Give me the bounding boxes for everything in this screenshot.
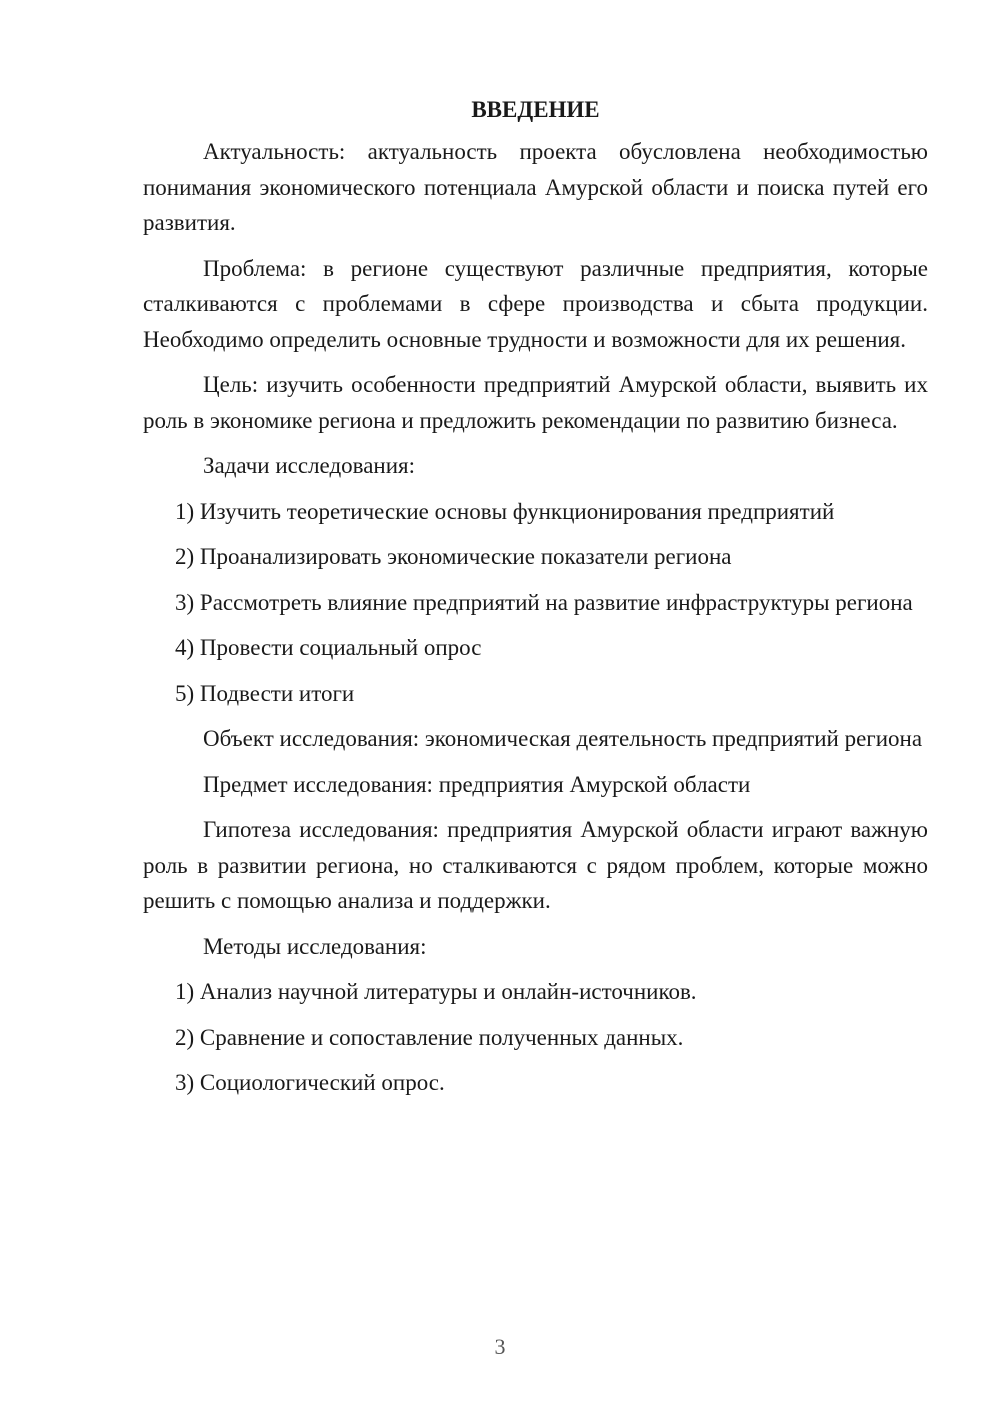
task-item: 1) Изучить теоретические основы функционирования предприятий — [175, 498, 835, 524]
task-item: 5) Подвести итоги — [175, 680, 355, 706]
subject-paragraph: Предмет исследования: предприятия Амурской области — [203, 771, 751, 797]
method-item: 1) Анализ научной литературы и онлайн-источников. — [175, 979, 697, 1004]
hypothesis-paragraph: Гипотеза исследования: предприятия Амурской области играют важную роль в развитии региона, но сталкиваются с рядом проблем, которые можно решить с помощью анализа и поддержки. — [143, 817, 928, 913]
document-page — [143, 92, 928, 1111]
document-title: ВВЕДЕНИЕ — [471, 97, 600, 122]
task-item: 2) Проанализировать экономические показатели региона — [175, 544, 732, 569]
task-item: 4) Провести социальный опрос — [175, 635, 482, 660]
object-paragraph: Объект исследования: экономическая деятельность предприятий региона — [203, 726, 923, 751]
relevance-paragraph: Актуальность: актуальность проекта обусловлена необходимостью понимания экономического потенциала Амурской области и поиска путей его развития. — [143, 139, 928, 235]
methods-heading: Методы исследования: — [203, 933, 427, 959]
problem-paragraph: Проблема: в регионе существуют различные предприятия, которые сталкиваются с проблемами в сфере производства и сбыта продукции. Необходимо определить основные трудности и возможности для их решения. — [143, 255, 928, 352]
task-item: 3) Рассмотреть влияние предприятий на развитие инфраструктуры региона — [175, 589, 913, 615]
goal-paragraph: Цель: изучить особенности предприятий Амурской области, выявить их роль в экономике региона и предложить рекомендации по развитию бизнеса. — [143, 372, 928, 433]
page-number: 3 — [494, 1334, 506, 1359]
method-item: 2) Сравнение и сопоставление полученных данных. — [175, 1024, 684, 1050]
tasks-heading: Задачи исследования: — [203, 453, 416, 478]
method-item: 3) Социологический опрос. — [175, 1070, 445, 1095]
